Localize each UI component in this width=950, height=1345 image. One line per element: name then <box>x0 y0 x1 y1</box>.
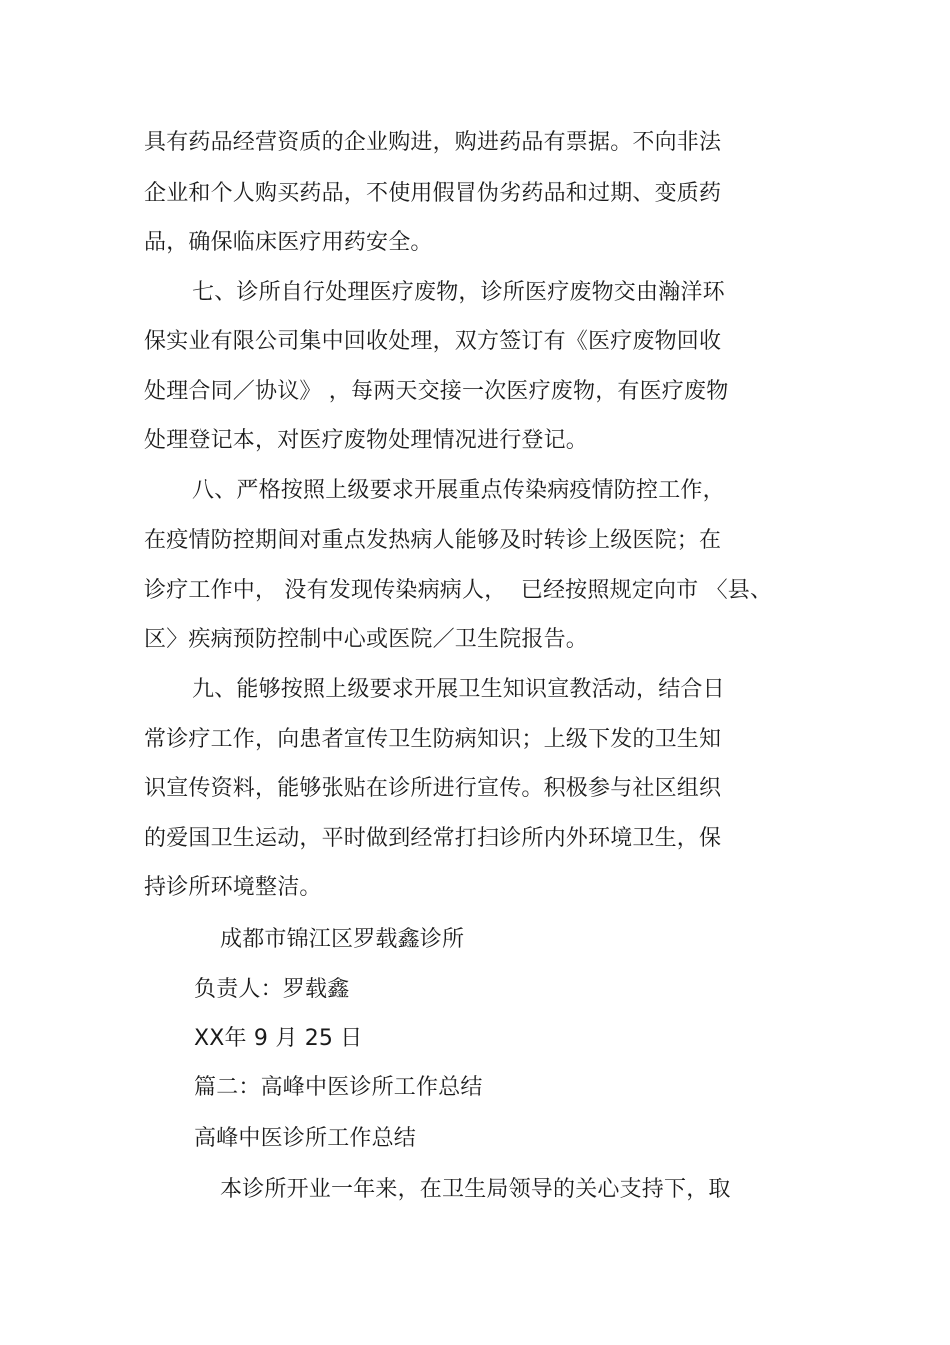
body-line: 诊疗工作中， 没有发现传染病病人， 已经按照规定向市 〈县、 <box>144 578 773 603</box>
body-line: 处理登记本，对医疗废物处理情况进行登记。 <box>144 428 589 453</box>
body-line: 的爱国卫生运动，平时做到经常打扫诊所内外环境卫生，保 <box>144 826 722 851</box>
body-line: 区〉疾病预防控制中心或医院／卫生院报告。 <box>144 627 589 652</box>
paragraph-eight-start: 八、严格按照上级要求开展重点传染病疫情防控工作， <box>192 478 725 503</box>
clinic-signature: 成都市锦江区罗载鑫诊所 <box>220 927 465 952</box>
section-two-heading: 篇二：高峰中医诊所工作总结 <box>194 1075 483 1100</box>
section-two-title: 高峰中医诊所工作总结 <box>194 1126 417 1151</box>
body-line: 品，确保临床医疗用药安全。 <box>144 230 433 255</box>
body-line: 持诊所环境整洁。 <box>144 875 322 900</box>
section-two-body-start: 本诊所开业一年来，在卫生局领导的关心支持下，取 <box>220 1177 731 1202</box>
body-line: 处理合同／协议》 ，每两天交接一次医疗废物，有医疗废物 <box>144 379 729 404</box>
body-line: 具有药品经营资质的企业购进，购进药品有票据。不向非法 <box>144 130 722 155</box>
paragraph-seven-start: 七、诊所自行处理医疗废物，诊所医疗废物交由瀚洋环 <box>192 280 725 305</box>
paragraph-nine-start: 九、能够按照上级要求开展卫生知识宣教活动，结合日 <box>192 677 725 702</box>
responsible-person: 负责人：罗载鑫 <box>194 977 350 1002</box>
body-line: 识宣传资料，能够张贴在诊所进行宣传。积极参与社区组织 <box>144 776 722 801</box>
body-line: 保实业有限公司集中回收处理，双方签订有《医疗废物回收 <box>144 329 722 354</box>
body-line: 企业和个人购买药品，不使用假冒伪劣药品和过期、变质药 <box>144 181 722 206</box>
body-line: 常诊疗工作，向患者宣传卫生防病知识；上级下发的卫生知 <box>144 727 722 752</box>
document-date: XX年 9 月 25 日 <box>194 1026 363 1051</box>
body-line: 在疫情防控期间对重点发热病人能够及时转诊上级医院；在 <box>144 528 722 553</box>
